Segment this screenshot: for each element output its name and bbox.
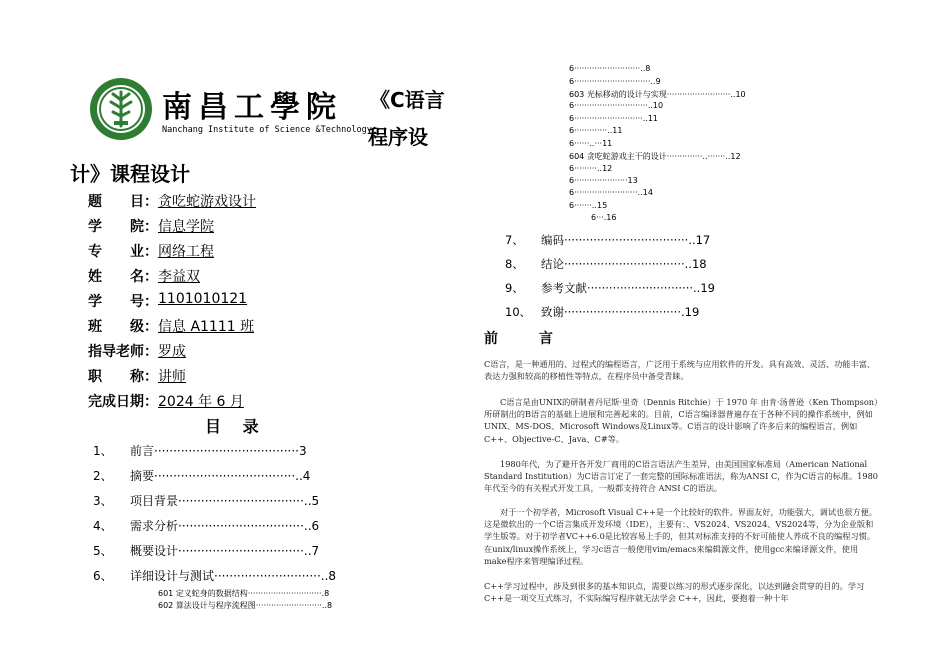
school-name-cn: 南昌工學院 [162, 90, 342, 125]
toc-item-num: 9、 [505, 281, 524, 295]
title-line-2: 程序设 [368, 125, 428, 149]
toc-item-link[interactable]: 摘要·····································..4 [130, 469, 311, 483]
toc-item-link[interactable]: 项目背景·································..5 [130, 494, 320, 508]
info-value: 李益双 [158, 269, 200, 285]
toc-item-num: 6、 [93, 569, 113, 583]
preface-paragraph: C语言是由UNIX的研制者丹尼斯·里奇（Dennis Ritchie）于 1970 年 由肯·汤普逊（Ken Thompson）所研制出的B语言的基础上进展和完善起来的。目前，C语言编译器普遍存在于各种不同的操作系统中，例如UNIX、MS-DOS、Microsoft Windows及Linux等。C语言的设计影响了许多后来的编程语言，例如C++、Objective-C、Java、C#等。 [484, 397, 879, 444]
info-value: 信息学院 [158, 219, 214, 235]
toc-item-num: 3、 [93, 494, 113, 508]
toc-heading: 目 录 [205, 417, 267, 436]
toc-subitem-link[interactable]: 6···························..11 [569, 114, 659, 123]
school-logo [88, 76, 154, 142]
info-label: 题 目： [88, 194, 158, 210]
preface-paragraph: 1980年代，为了避开各开发厂商用的C语言语法产生差异，由美国国家标准局（American National Standard Institution）为C语言订定了一套完整的国际标准语法，称为ANSI C，作为C语言的标准。1980年代至今的有关程式开发工具，一般都支持符合 ANSI C的语法。 [484, 459, 879, 494]
toc-item-num: 5、 [93, 544, 113, 558]
info-value: 讲师 [158, 369, 186, 385]
toc-subitem-link[interactable]: 601 定义蛇身的数据结构·····························.8 [158, 589, 330, 598]
toc-subitem-link[interactable]: 6······························..9 [569, 77, 661, 86]
info-label: 姓 名： [88, 269, 158, 285]
toc-item-link[interactable]: 参考文献·····························..19 [541, 281, 715, 295]
toc-subitem-link[interactable]: 6··························..8 [569, 64, 651, 73]
info-label: 学 号： [88, 294, 158, 310]
toc-item-num: 7、 [505, 233, 524, 247]
toc-subitem-link[interactable]: 603 光标移动的设计与实现·························..10 [569, 90, 746, 99]
info-label: 专 业： [88, 244, 158, 260]
preface-paragraph: C语言，是一种通用的、过程式的编程语言，广泛用于系统与应用软件的开发。具有高效、灵活、功能丰富、表达力强和较高的移植性等特点，在程序员中备受青睐。 [484, 359, 876, 382]
preface-paragraph: 对于一个初学者，Microsoft Visual C++是一个比较好的软件。界面友好，功能强大，调试也很方便。这是微软出的一个C语言集成开发环境（IDE），主要有：、VS2024、VS2024、VS2024等，分为企业版和学生版等。对于初学者VC++6.0是比较容易上手的，但其对标准支持的不好可能使人养成不良的编程习惯。在unix/linux操作系统上，学习c语言一般使用vim/emacs来编辑源文件，使用gcc来编译源文件，使用make程序来管理编译过程。 [484, 507, 877, 566]
toc-subitem-link[interactable]: 602 算法设计与程序流程图··························..8 [158, 601, 333, 610]
toc-item-link[interactable]: 编码··································..17 [541, 233, 711, 247]
info-label: 职 称： [88, 369, 158, 385]
toc-item-num: 2、 [93, 469, 113, 483]
toc-item-link[interactable]: 详细设计与测试····························..8 [130, 569, 337, 583]
toc-subitem-link[interactable]: 6·········..12 [569, 164, 613, 173]
toc-item-num: 1、 [93, 444, 113, 458]
toc-subitem-link[interactable]: 6······..···11 [569, 139, 613, 148]
title-line-3: 计》课程设计 [70, 162, 190, 186]
preface-heading: 前 言 [484, 331, 571, 347]
toc-item-num: 8、 [505, 257, 524, 271]
toc-subitem-link[interactable]: 6·······..15 [569, 201, 608, 210]
info-label: 班 级： [88, 319, 158, 335]
toc-item-link[interactable]: 致谢································.19 [541, 305, 700, 319]
toc-item-num: 10、 [505, 305, 532, 319]
toc-item-link[interactable]: 前言······································3 [130, 444, 307, 458]
info-value: 信息 A1111 班 [158, 319, 255, 335]
info-label: 学 院： [88, 219, 158, 235]
info-value: 罗成 [158, 344, 186, 360]
info-label: 完成日期： [88, 394, 158, 410]
toc-item-num: 4、 [93, 519, 113, 533]
info-label: 指导老师： [88, 344, 158, 360]
toc-subitem-link[interactable]: 6···.16 [591, 213, 617, 222]
toc-subitem-link[interactable]: 6·············..11 [569, 126, 623, 135]
toc-item-link[interactable]: 概要设计·································..7 [130, 544, 320, 558]
school-name-en: Nanchang Institute of Science &Technology [162, 125, 372, 135]
info-value: 1101010121 [158, 291, 248, 307]
toc-subitem-link[interactable]: 604 贪吃蛇游戏主干的设计··············..·······..12 [569, 152, 741, 161]
toc-subitem-link[interactable]: 6·························..14 [569, 188, 653, 197]
preface-paragraph: C++学习过程中，涉及到很多的基本知识点，需要以练习的形式逐步深化，以达到融会贯穿的目的。学习 C++是一项交互式练习，不实际编写程序就无法学会 C++，因此，要抱着一种十年 [484, 581, 865, 604]
info-value: 网络工程 [158, 244, 214, 260]
toc-subitem-link[interactable]: 6·····························..10 [569, 101, 664, 110]
info-value: 2024 年 6 月 [158, 394, 244, 410]
info-value: 贪吃蛇游戏设计 [158, 194, 256, 210]
toc-item-link[interactable]: 结论·································..18 [541, 257, 707, 271]
title-line-1: 《C语言 [370, 88, 445, 112]
toc-item-link[interactable]: 需求分析·································..6 [130, 519, 320, 533]
toc-subitem-link[interactable]: 6·····················13 [569, 176, 638, 185]
